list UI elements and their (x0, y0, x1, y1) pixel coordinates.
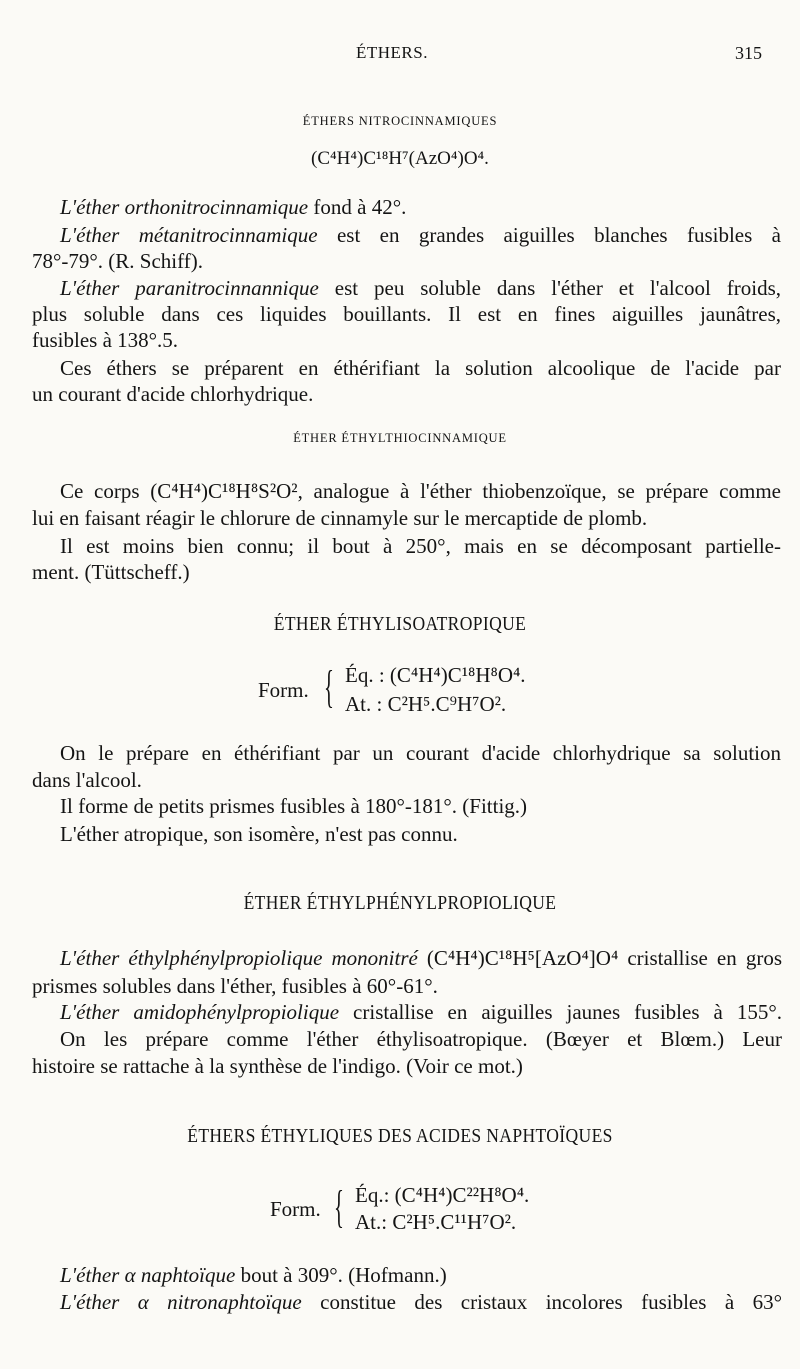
paragraph-line: un courant d'acide chlorhydrique. (32, 382, 314, 406)
paragraph-line: Ce corps (C⁴H⁴)C¹⁸H⁸S²O², analogue à l'éther thiobenzoïque, se prépare comme (60, 479, 781, 503)
brace-icon: { (334, 1181, 344, 1232)
section-formula: (C⁴H⁴)C¹⁸H⁷(AzO⁴)O⁴. (311, 148, 489, 169)
paragraph-line: L'éther orthonitrocinnamique fond à 42°. (60, 195, 407, 219)
paragraph-line: L'éther α naphtoïque bout à 309°. (Hofmann.) (60, 1263, 447, 1287)
section-heading: ÉTHERS ÉTHYLIQUES DES ACIDES NAPHTOÏQUES (187, 1126, 613, 1147)
formula-atomic: At. : C²H⁵.C⁹H⁷O². (345, 692, 507, 716)
paragraph-line: Il forme de petits prismes fusibles à 180°-181°. (Fittig.) (60, 794, 528, 818)
section-heading: ÉTHER ÉTHYLPHÉNYLPROPIOLIQUE (243, 893, 557, 914)
formula-equivalent: Éq.: (C⁴H⁴)C²²H⁸O⁴. (355, 1183, 530, 1207)
paragraph-line: lui en faisant réagir le chlorure de cinnamyle sur le mercaptide de plomb. (32, 506, 648, 530)
paragraph-line: L'éther α nitronaphtoïque constitue des cristaux incolores fusibles à 63° (60, 1290, 782, 1314)
page-number: 315 (735, 43, 762, 63)
paragraph-line: dans l'alcool. (32, 768, 142, 792)
section-heading: ÉTHER ÉTHYLTHIOCINNAMIQUE (293, 431, 507, 445)
paragraph-line: On les prépare comme l'éther éthylisoatropique. (Bœyer et Blœm.) Leur (60, 1027, 782, 1051)
paragraph-line: ment. (Tüttscheff.) (32, 560, 190, 584)
paragraph-line: L'éther métanitrocinnamique est en grandes aiguilles blanches fusibles à (60, 223, 781, 247)
section-heading: ÉTHERS NITROCINNAMIQUES (302, 114, 498, 128)
paragraph-line: L'éther éthylphénylpropiolique mononitré (C⁴H⁴)C¹⁸H⁵[AzO⁴]O⁴ cristallise en gros (60, 946, 782, 970)
paragraph-line: L'éther paranitrocinnannique est peu soluble dans l'éther et l'alcool froids, (60, 276, 782, 300)
paragraph-line: prismes solubles dans l'éther, fusibles à 60°-61°. (32, 974, 438, 998)
form-label: Form. (258, 678, 309, 702)
formula-atomic: At.: C²H⁵.C¹¹H⁷O². (355, 1210, 517, 1234)
paragraph-line: histoire se rattache à la synthèse de l'indigo. (Voir ce mot.) (32, 1054, 523, 1078)
section-heading: ÉTHER ÉTHYLISOATROPIQUE (273, 614, 527, 635)
paragraph-line: plus soluble dans ces liquides bouillants. Il est en fines aiguilles jaunâtres, (32, 302, 781, 326)
paragraph-line: Ces éthers se préparent en éthérifiant la solution alcoolique de l'acide par (60, 356, 781, 380)
paragraph-line: L'éther atropique, son isomère, n'est pas connu. (60, 822, 458, 846)
paragraph-line: 78°-79°. (R. Schiff). (32, 249, 203, 273)
paragraph-line: L'éther amidophénylpropiolique cristallise en aiguilles jaunes fusibles à 155°. (60, 1000, 783, 1024)
paragraph-line: On le prépare en éthérifiant par un courant d'acide chlorhydrique sa solution (60, 741, 781, 765)
running-title: ÉTHERS. (356, 43, 428, 62)
formula-equivalent: Éq. : (C⁴H⁴)C¹⁸H⁸O⁴. (345, 663, 526, 687)
paragraph-line: fusibles à 138°.5. (32, 328, 179, 352)
paragraph-line: Il est moins bien connu; il bout à 250°, mais en se décomposant partielle- (60, 534, 781, 558)
brace-icon: { (324, 661, 334, 712)
form-label: Form. (270, 1197, 321, 1221)
